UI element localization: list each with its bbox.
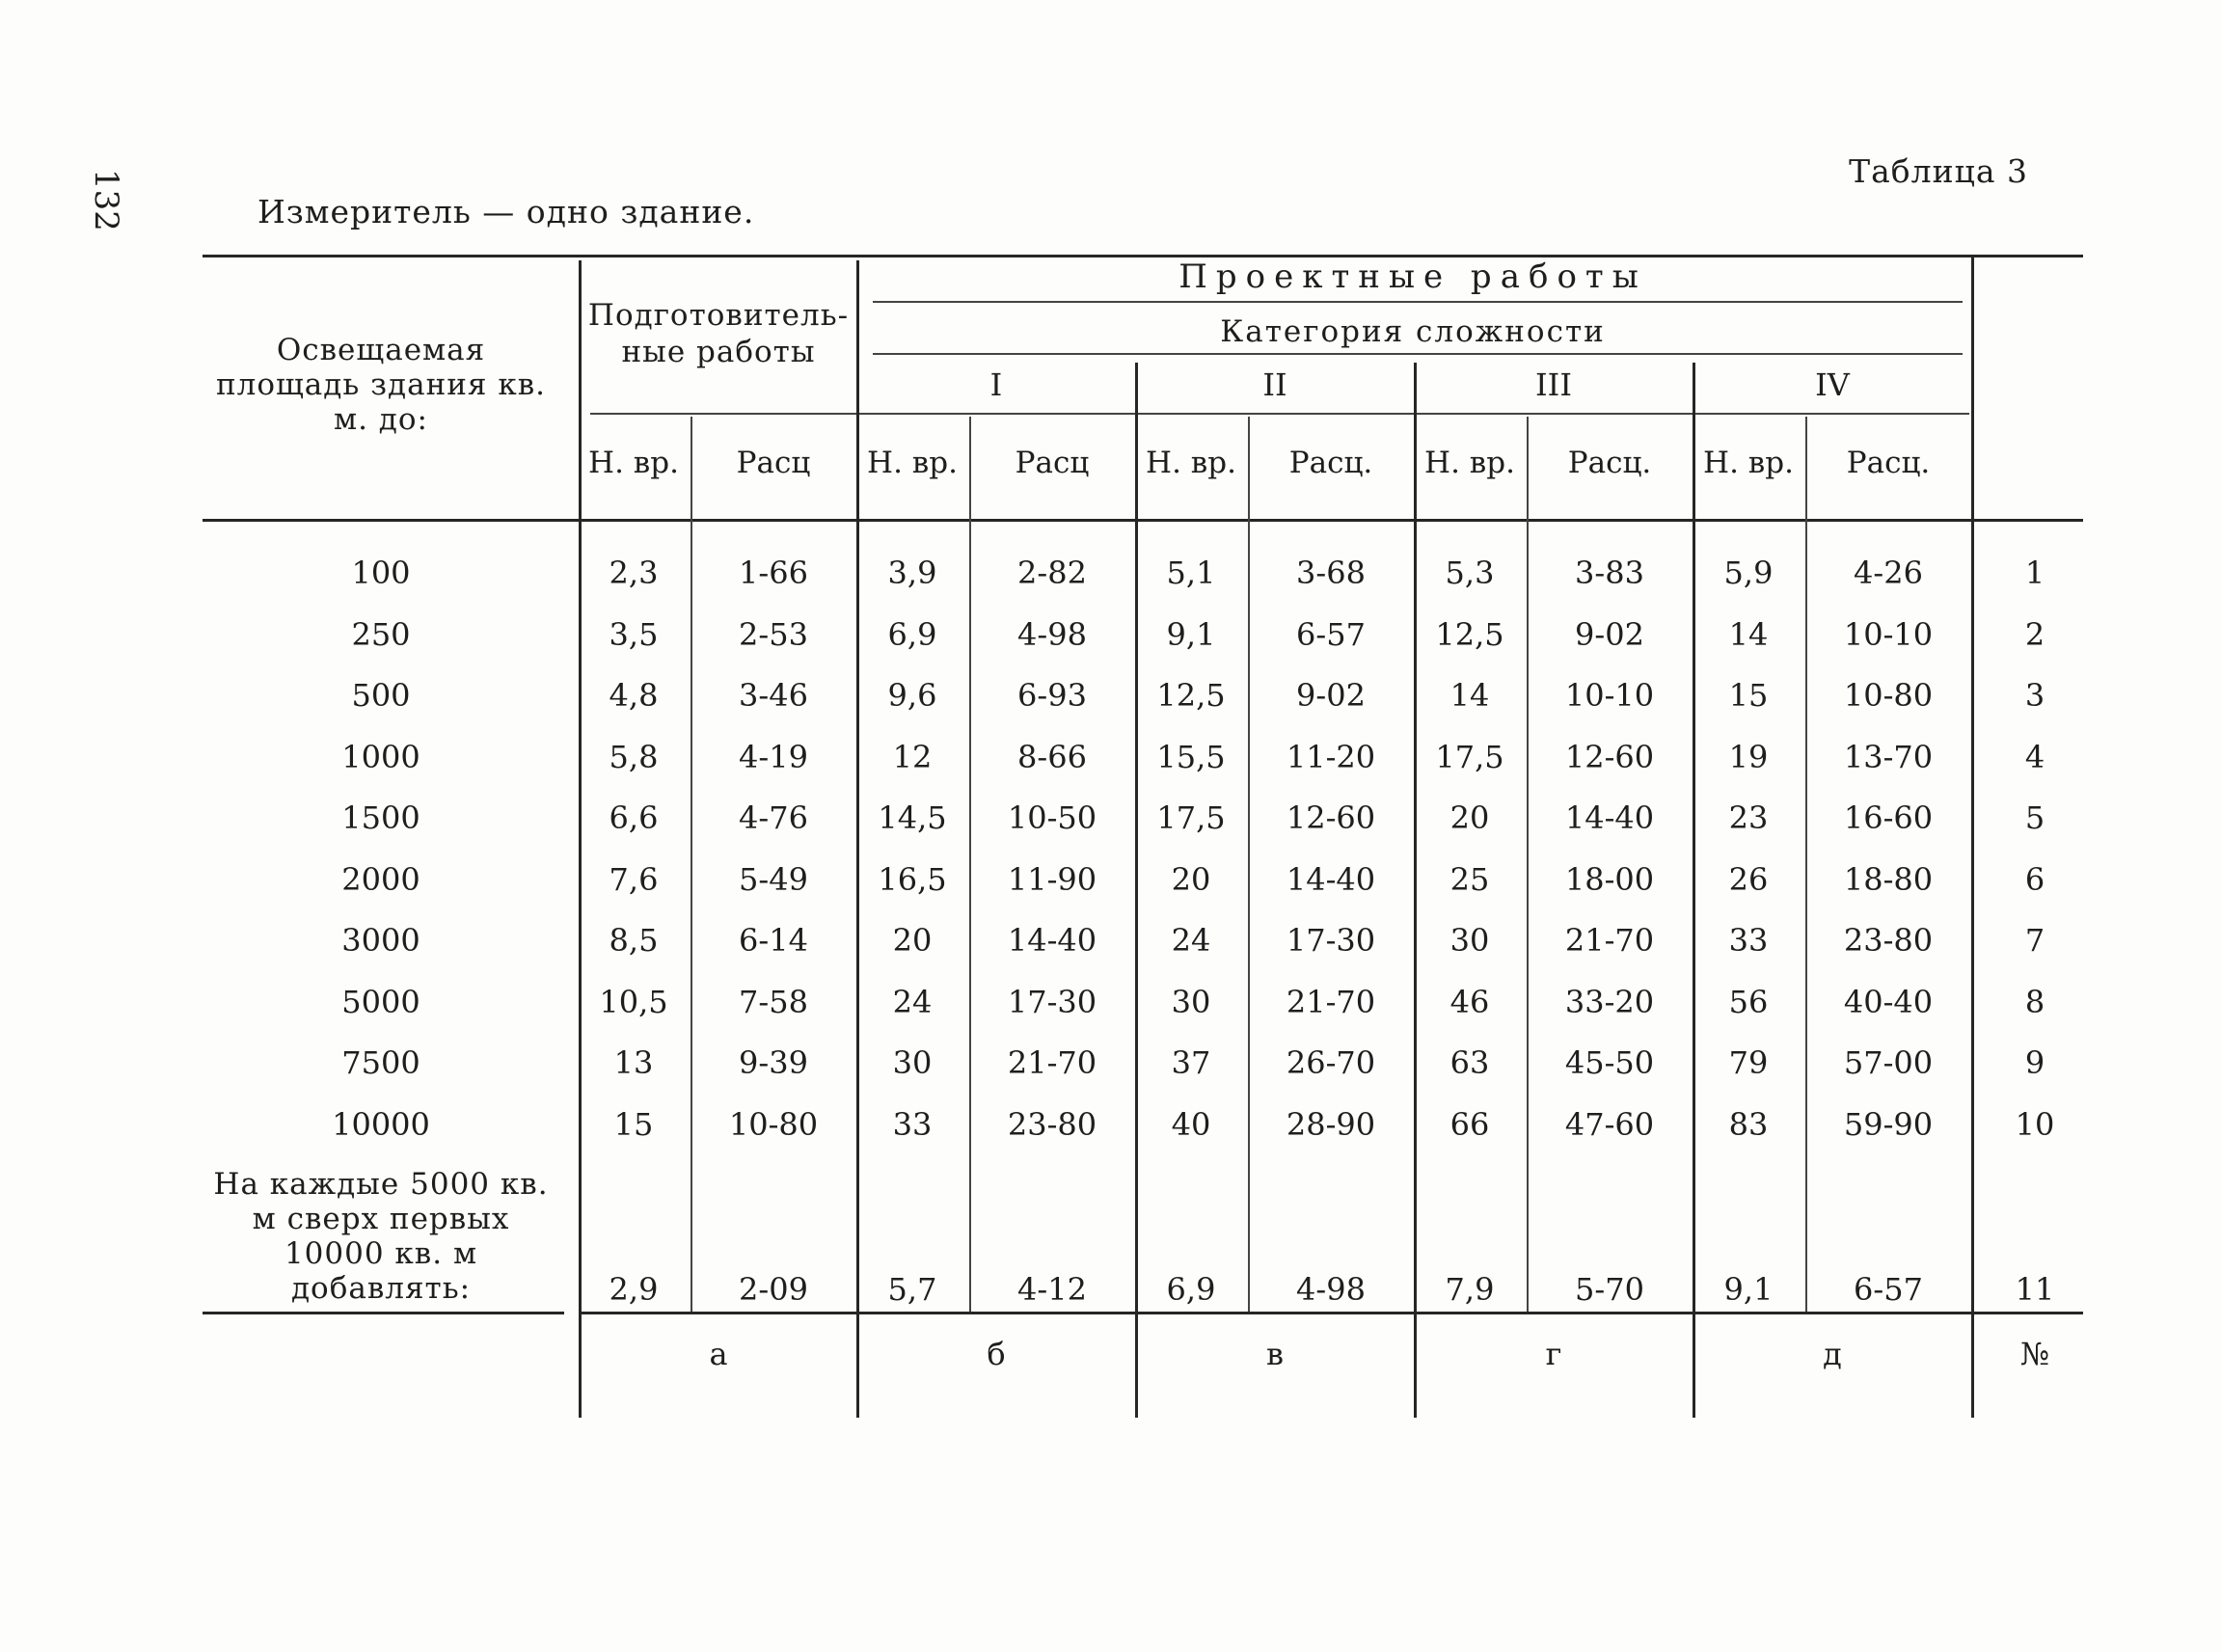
table-cell: 30 [1449,922,1490,959]
table-cell: 28-90 [1286,1105,1376,1143]
footer-row-number: 11 [2015,1271,2055,1308]
table-cell: 4-26 [1854,555,1923,591]
footer-row-label: На каждые 5000 кв. м сверх первых 10000 кв. м добавлять: [213,1167,549,1306]
table-cell: 9,6 [887,677,937,714]
area-column-header: Освещаемая площадь здания кв. м. до: [215,333,547,437]
table-cell: 10-50 [1007,799,1097,836]
subheader-time-norm: Н. вр. [1146,446,1236,480]
table-cell: 12,5 [1435,615,1504,653]
footer-cell: 5-70 [1575,1271,1644,1308]
table-cell: 20 [1449,799,1490,836]
table-cell: 8-66 [1017,738,1087,775]
footer-cell: 6-57 [1854,1271,1923,1308]
row-number: 5 [2024,799,2045,836]
row-number: 8 [2024,983,2045,1020]
table-cell: 3-83 [1575,555,1644,591]
table-cell: 2,3 [609,555,659,591]
footer-cell: 4-98 [1296,1271,1366,1308]
table-cell: 17,5 [1435,738,1504,775]
subheader-rule [590,413,1969,415]
col-rule-3 [856,260,859,1418]
category-header-rule [873,353,1963,355]
table-cell: 16,5 [878,860,947,898]
table-cell: 5,3 [1445,555,1495,591]
table-cell: 24 [1171,922,1211,959]
row-number: 4 [2024,738,2045,775]
table-cell: 18-00 [1564,860,1655,898]
table-cell: 37 [1171,1044,1211,1081]
category-numeral-2: II [1262,366,1287,403]
table-cell: 20 [892,922,933,959]
table-cell: 4,8 [609,677,659,714]
table-cell: 18-80 [1843,860,1934,898]
table-cell: 33 [892,1105,933,1143]
table-cell: 9-39 [739,1044,808,1081]
footer-cell: 6,9 [1166,1271,1216,1308]
area-value: 250 [351,615,411,653]
subheader-time-norm: Н. вр. [867,446,958,480]
row-number: 3 [2024,677,2045,714]
table-cell: 12-60 [1286,799,1376,836]
column-letter: б [987,1336,1006,1372]
table-cell: 14 [1449,677,1490,714]
category-numeral-1: I [989,366,1003,403]
area-value: 100 [351,555,411,591]
label-bottom-rule [203,1312,564,1314]
table-cell: 59-90 [1843,1105,1934,1143]
table-cell: 10-80 [1843,677,1934,714]
table-cell: 5-49 [739,860,808,898]
header-bottom-rule [203,519,2083,522]
area-value: 1000 [341,738,420,775]
footer-cell: 4-12 [1017,1271,1087,1308]
table-cell: 2-53 [739,615,808,653]
table-cell: 6,9 [887,615,937,653]
table-cell: 21-70 [1007,1044,1097,1081]
table-cell: 79 [1728,1044,1769,1081]
table-cell: 23 [1728,799,1769,836]
area-value: 7500 [341,1044,420,1081]
column-letter: г [1545,1336,1562,1372]
table-cell: 6,6 [609,799,659,836]
table-cell: 57-00 [1843,1044,1934,1081]
page-number: 132 [87,169,125,231]
column-letter: № [2019,1336,2050,1372]
table-cell: 8,5 [609,922,659,959]
table-cell: 9-02 [1575,615,1644,653]
column-letter: д [1823,1336,1842,1372]
column-letter: в [1265,1336,1284,1372]
table-cell: 6-93 [1017,677,1087,714]
table-cell: 5,8 [609,738,659,775]
footer-cell: 5,7 [887,1271,937,1308]
subheader-rate: Расц. [1288,446,1373,480]
row-number: 1 [2024,555,2045,591]
table-cell: 12 [892,738,933,775]
table-cell: 16-60 [1843,799,1934,836]
table-cell: 20 [1171,860,1211,898]
row-number: 2 [2024,615,2045,653]
area-value: 1500 [341,799,420,836]
footer-cell: 7,9 [1445,1271,1495,1308]
col-rule-1 [579,260,582,1418]
table-cell: 14-40 [1286,860,1376,898]
area-value: 3000 [341,922,420,959]
subheader-rate: Расц [1015,446,1090,480]
table-cell: 2-82 [1017,555,1087,591]
table-cell: 13 [613,1044,654,1081]
table-cell: 7,6 [609,860,659,898]
footer-cell: 2-09 [739,1271,808,1308]
table-cell: 4-19 [739,738,808,775]
subheader-time-norm: Н. вр. [588,446,679,480]
table-cell: 4-98 [1017,615,1087,653]
table-cell: 19 [1728,738,1769,775]
table-cell: 17,5 [1156,799,1226,836]
table-cell: 9-02 [1296,677,1366,714]
table-cell: 3,5 [609,615,659,653]
table-cell: 17-30 [1286,922,1376,959]
complexity-category-header: Категория сложности [1220,314,1606,349]
table-cell: 23-80 [1007,1105,1097,1143]
table-cell: 23-80 [1843,922,1934,959]
table-cell: 56 [1728,983,1769,1020]
subheader-rate: Расц [736,446,811,480]
subheader-time-norm: Н. вр. [1424,446,1515,480]
table-cell: 21-70 [1286,983,1376,1020]
table-cell: 15 [1728,677,1769,714]
table-cell: 15,5 [1156,738,1226,775]
subheader-rate: Расц. [1846,446,1931,480]
table-cell: 14-40 [1007,922,1097,959]
row-number: 10 [2015,1105,2055,1143]
table-cell: 6-57 [1296,615,1366,653]
subheader-rate: Расц. [1567,446,1652,480]
table-cell: 9,1 [1166,615,1216,653]
table-cell: 7-58 [739,983,808,1020]
table-cell: 12-60 [1564,738,1655,775]
area-value: 2000 [341,860,420,898]
table-cell: 26-70 [1286,1044,1376,1081]
area-value: 5000 [341,983,420,1020]
col-rule-11 [1971,255,1974,1418]
prep-works-header: Подготовитель-ные работы [587,298,850,369]
table-cell: 14 [1728,615,1769,653]
table-cell: 15 [613,1105,654,1143]
subheader-time-norm: Н. вр. [1703,446,1794,480]
table-cell: 17-30 [1007,983,1097,1020]
table-cell: 40 [1171,1105,1211,1143]
table-cell: 30 [1171,983,1211,1020]
footer-cell: 2,9 [609,1271,659,1308]
measure-note: Измеритель — одно здание. [257,193,755,230]
column-letter: а [709,1336,728,1372]
table-cell: 10-80 [728,1105,819,1143]
table-cell: 25 [1449,860,1490,898]
table-cell: 14-40 [1564,799,1655,836]
table-cell: 33 [1728,922,1769,959]
table-cell: 45-50 [1564,1044,1655,1081]
table-cell: 4-76 [739,799,808,836]
table-cell: 33-20 [1564,983,1655,1020]
table-cell: 83 [1728,1105,1769,1143]
category-numeral-4: IV [1815,366,1850,403]
table-cell: 5,9 [1723,555,1774,591]
table-cell: 47-60 [1564,1105,1655,1143]
category-numeral-3: III [1535,366,1572,403]
table-cell: 46 [1449,983,1490,1020]
table-cell: 1-66 [739,555,808,591]
table-top-rule [203,255,2083,257]
table-cell: 3-46 [739,677,808,714]
table-cell: 10-10 [1843,615,1934,653]
table-cell: 63 [1449,1044,1490,1081]
table-cell: 21-70 [1564,922,1655,959]
area-value: 10000 [332,1105,430,1143]
table-cell: 13-70 [1843,738,1934,775]
table-label: Таблица 3 [1849,152,2028,190]
row-number: 9 [2024,1044,2045,1081]
table-cell: 3-68 [1296,555,1366,591]
table-cell: 30 [892,1044,933,1081]
table-cell: 6-14 [739,922,808,959]
design-header-rule [873,301,1963,303]
table-cell: 14,5 [878,799,947,836]
table-cell: 10-10 [1564,677,1655,714]
table-cell: 26 [1728,860,1769,898]
row-number: 7 [2024,922,2045,959]
table-cell: 5,1 [1166,555,1216,591]
body-bottom-rule [579,1312,2083,1314]
table-cell: 10,5 [599,983,668,1020]
footer-cell: 9,1 [1723,1271,1774,1308]
table-cell: 24 [892,983,933,1020]
table-cell: 66 [1449,1105,1490,1143]
table-cell: 11-90 [1007,860,1097,898]
table-cell: 3,9 [887,555,937,591]
design-works-header: Проектные работы [1178,257,1647,296]
row-number: 6 [2024,860,2045,898]
table-cell: 11-20 [1286,738,1376,775]
table-cell: 12,5 [1156,677,1226,714]
area-value: 500 [351,677,411,714]
table-cell: 40-40 [1843,983,1934,1020]
